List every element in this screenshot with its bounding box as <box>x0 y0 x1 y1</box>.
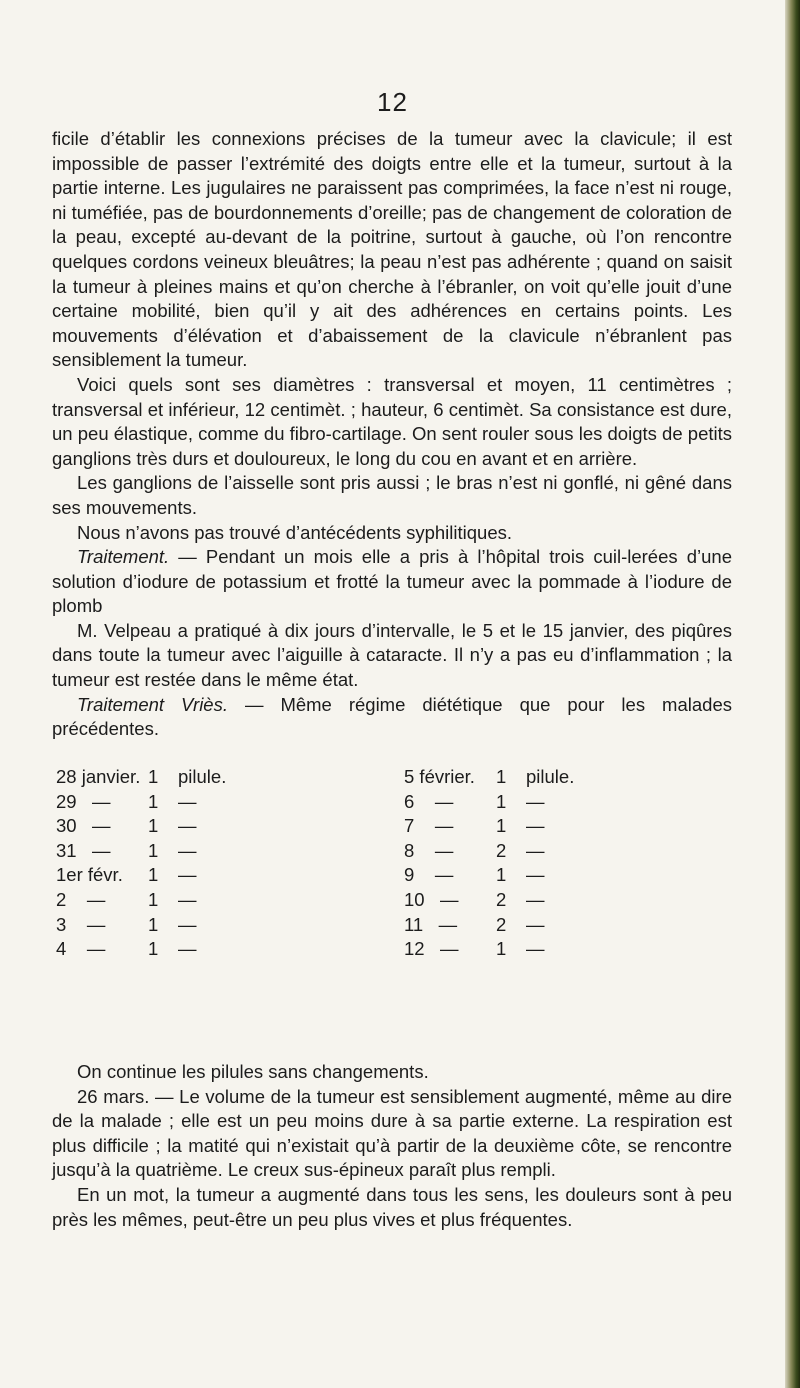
table-row: 5 février. 1 pilule. <box>404 766 575 787</box>
table-row: 11 — 2 — <box>404 913 545 935</box>
table-row: 7 — 1 — <box>404 815 545 837</box>
page-number: 12 <box>377 87 408 117</box>
table-row: 29 — 1 — <box>56 790 197 812</box>
paragraph-traitement-vries <box>52 693 732 742</box>
paragraph-continue: On continue les pilules sans changements. <box>77 1061 429 1082</box>
table-row: 1er févr. 1 — <box>56 864 197 886</box>
paragraph-conclusion: En un mot, la tumeur a augmenté dans tous les sens, les douleurs sont à peu près les mêmes, peut-être un peu plus vives et plus fréquentes. <box>52 1183 732 1230</box>
body-text-continued <box>52 1060 732 1232</box>
traitement-label: Traitement. <box>77 546 170 568</box>
table-row: 2 — 1 — <box>56 888 197 910</box>
traitement-vries-text: — Même régime diététique que pour les malades précédentes. <box>52 693 732 740</box>
paragraph-2: Voici quels sont ses diamètres : transversal et moyen, 11 centimètres ; transversal et inférieur, 12 centimèt. ; hauteur, 6 centimèt. Sa consistance est dure, un peu élastique, comme du fibro-cartilage. On sent rouler sous les doigts de petits ganglions très durs et douloureux, le long du cou en avant et en arrière. <box>52 373 732 469</box>
paragraph-4: Nous n’avons pas trouvé d’antécédents syphilitiques. <box>77 521 513 543</box>
traitement-text: — Pendant un mois elle a pris à l’hôpital trois cuil-lerées d’une solution d’iodure de potassium et frotté la tumeur avec la pommade à l’iodure de plomb <box>52 546 732 617</box>
book-binding-edge <box>785 0 800 1388</box>
table-row: 4 — 1 — <box>56 938 197 960</box>
table-row: 3 — 1 — <box>56 913 197 935</box>
traitement-vries-label: Traitement Vriès. <box>77 693 228 715</box>
paragraph-velpeau: M. Velpeau a pratiqué à dix jours d’intervalle, le 5 et le 15 janvier, des piqûres dans toute la tumeur avec l’aiguille à cataracte. Il n’y a pas eu d’inflammation ; la tumeur est restée dans le même état. <box>52 619 732 691</box>
paragraph-26-mars: 26 mars. — Le volume de la tumeur est sensiblement augmenté, même au dire de la malade ; elle est un peu moins dure à sa partie externe. La respiration est plus difficile ; la matité qui n’existait qu’à partir de la deuxième côte, se rencontre jusqu’à la quatrième. Le creux sus-épineux paraît plus rempli. <box>52 1085 732 1181</box>
table-row: 8 — 2 — <box>404 839 545 861</box>
table-row: 9 — 1 — <box>404 864 545 886</box>
paragraph-1: ficile d’établir les connexions précises de la tumeur avec la clavicule; il est impossible de passer l’extrémité des doigts entre elle et la tumeur, surtout à la partie interne. Les jugulaires ne paraissent pas comprimées, la face n’est ni rouge, ni tuméfiée, pas de bourdonnements d’oreille; pas de changement de coloration de la peau, excepté au-devant de la poitrine, surtout à gauche, où l’on rencontre quelques cordons veineux bleuâtres; la peau n’est pas adhérente ; quand on saisit la tumeur à pleines mains et qu’on cherche à l’ébranler, on voit qu’elle jouit d’une certaine mobilité, bien qu’il y ait des adhérences en certains points. Les mouvements d’élévation et d’abaissement de la clavicule n’ébranlent pas sensiblement la tumeur. <box>52 128 732 371</box>
table-row: 12 — 1 — <box>404 938 545 960</box>
table-row: 31 — 1 — <box>56 839 197 861</box>
table-row: 30 — 1 — <box>56 815 197 837</box>
body-text <box>52 127 732 742</box>
schedule-column-right <box>404 765 704 962</box>
paragraph-3: Les ganglions de l’aisselle sont pris aussi ; le bras n’est ni gonflé, ni gêné dans ses mouvements. <box>52 472 732 518</box>
table-row: 6 — 1 — <box>404 790 545 812</box>
paragraph-traitement <box>52 545 732 619</box>
table-row: 28 janvier. 1 pilule. <box>56 766 227 787</box>
table-row: 10 — 2 — <box>404 888 545 910</box>
schedule-column-left <box>56 765 356 962</box>
